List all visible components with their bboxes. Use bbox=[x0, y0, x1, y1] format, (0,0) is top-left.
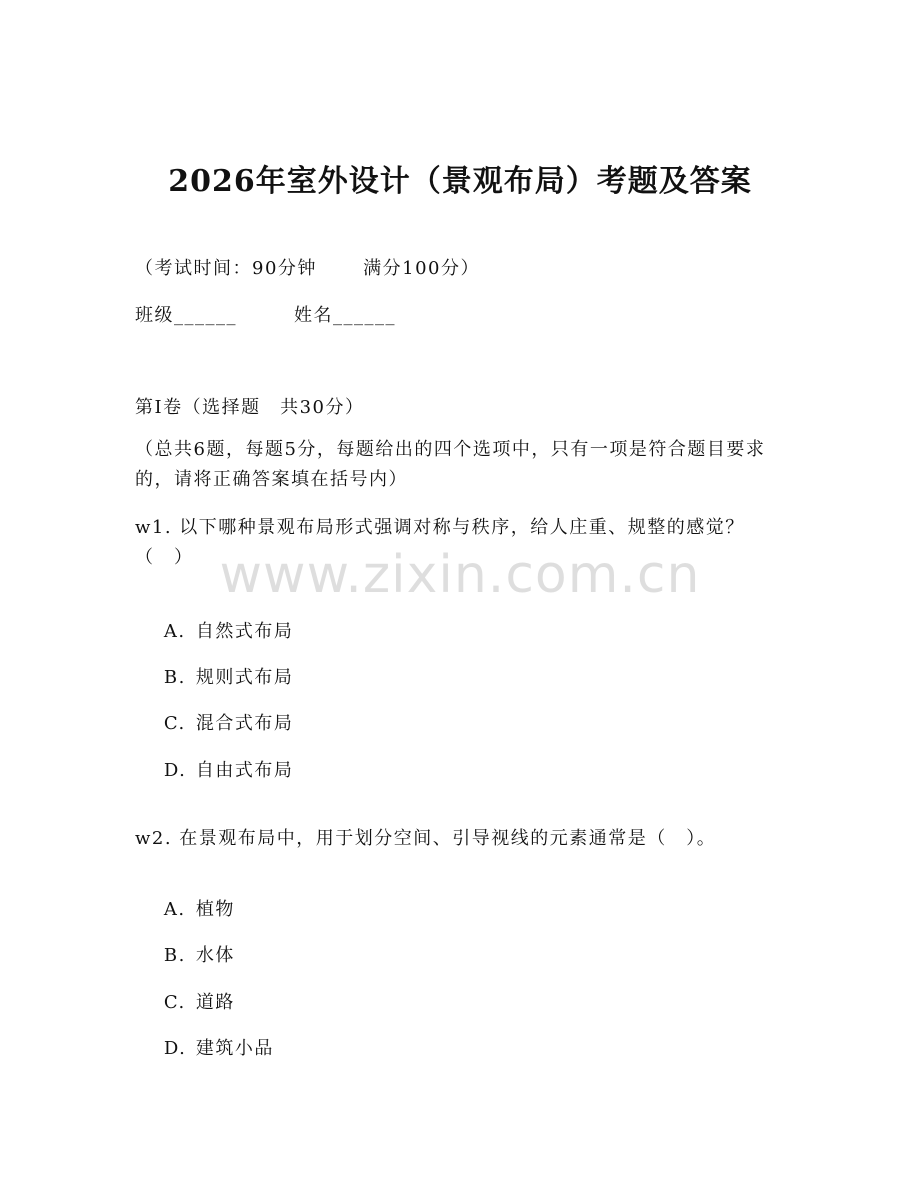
watermark: www.zixin.com.cn bbox=[219, 545, 701, 605]
name-field: 姓名______ bbox=[294, 305, 396, 326]
question-1-option-d bbox=[135, 735, 293, 803]
option-text: 水体 bbox=[195, 945, 235, 966]
option-label: B. bbox=[163, 667, 186, 688]
option-label: A. bbox=[163, 621, 186, 642]
option-label: C. bbox=[163, 992, 186, 1013]
page-title: 2026年室外设计（景观布局）考题及答案 bbox=[168, 164, 752, 199]
option-label: A. bbox=[163, 899, 186, 920]
option-label: C. bbox=[163, 713, 186, 734]
question-1-stem: w1. 以下哪种景观布局形式强调对称与秩序，给人庄重、规整的感觉？（ ） bbox=[135, 517, 745, 568]
option-text: 混合式布局 bbox=[195, 713, 294, 734]
question-2-option-d bbox=[135, 1013, 274, 1081]
option-text: 建筑小品 bbox=[195, 1038, 274, 1059]
option-text: 自然式布局 bbox=[195, 621, 294, 642]
question-2-stem: w2. 在景观布局中，用于划分空间、引导视线的元素通常是（ ）。 bbox=[135, 828, 717, 849]
section-instructions: （总共6题，每题5分，每题给出的四个选项中，只有一项是符合题目要求的，请将正确答案填在括号内） bbox=[135, 439, 766, 490]
option-text: 植物 bbox=[195, 899, 235, 920]
option-label: D. bbox=[163, 1038, 187, 1059]
option-label: D. bbox=[163, 760, 187, 781]
section-title: 第I卷（选择题 共30分） bbox=[135, 397, 365, 418]
option-text: 自由式布局 bbox=[195, 760, 294, 781]
option-text: 规则式布局 bbox=[195, 667, 294, 688]
exam-info: （考试时间：90分钟 满分100分） bbox=[135, 258, 480, 279]
option-label: B. bbox=[163, 945, 186, 966]
class-field: 班级______ bbox=[135, 305, 237, 326]
option-text: 道路 bbox=[195, 992, 235, 1013]
